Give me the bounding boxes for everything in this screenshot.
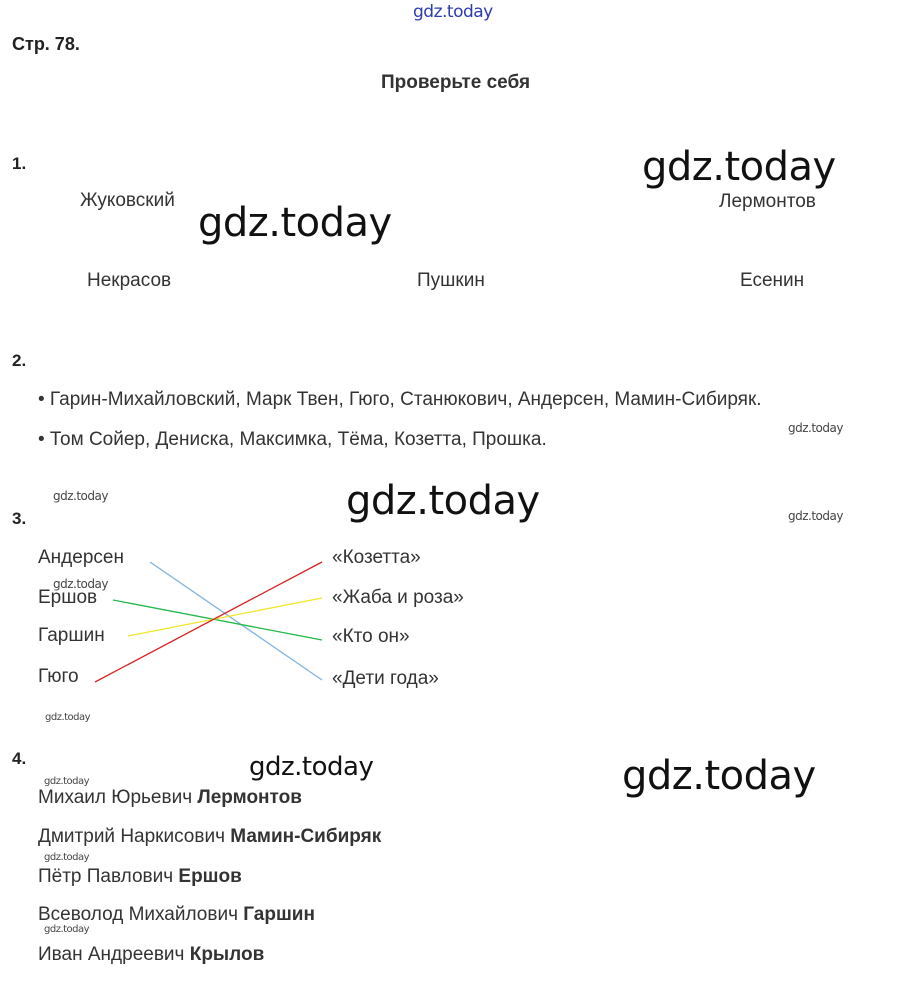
watermark: gdz.today	[788, 421, 843, 435]
task-4-number: 4.	[12, 749, 27, 768]
page-title: Проверьте себя	[380, 72, 531, 93]
writer-surname: Ершов	[178, 866, 242, 887]
writer-given-name: Дмитрий Наркисович	[38, 826, 225, 847]
characters-line: • Том Сойер, Дениска, Максимка, Тёма, Козетта, Прошка.	[38, 429, 547, 450]
author-item: Гаршин	[38, 625, 105, 646]
watermark: gdz.today	[44, 852, 90, 863]
poet-name: Пушкин	[417, 270, 485, 291]
watermark: gdz.today	[788, 509, 843, 523]
poet-name: Лермонтов	[719, 191, 816, 212]
watermark: gdz.today	[198, 200, 392, 246]
author-item: Андерсен	[38, 547, 124, 568]
writer-row	[38, 787, 302, 809]
watermark: gdz.today	[622, 753, 816, 799]
writer-row	[38, 866, 242, 888]
writer-given-name: Всеволод Михайлович	[38, 904, 238, 925]
work-item: «Жаба и роза»	[332, 587, 464, 608]
task-2-number: 2.	[12, 351, 27, 370]
author-item: Гюго	[38, 666, 79, 687]
match-line	[128, 598, 322, 636]
writer-given-name: Пётр Павлович	[38, 866, 174, 887]
match-line	[113, 600, 322, 640]
poet-name: Жуковский	[80, 190, 175, 211]
writer-surname: Мамин-Сибиряк	[230, 826, 382, 847]
task-1-number: 1.	[12, 154, 27, 173]
writer-given-name: Иван Андреевич	[38, 944, 185, 965]
watermark: gdz.today	[53, 577, 108, 591]
poet-name: Некрасов	[87, 270, 172, 291]
writer-row	[38, 826, 381, 848]
watermark: gdz.today	[44, 776, 90, 787]
work-item: «Козетта»	[332, 547, 421, 568]
watermark: gdz.today	[642, 144, 836, 190]
writer-row	[38, 904, 315, 926]
author-item: Ершов	[38, 587, 98, 608]
writer-row	[38, 944, 264, 966]
watermark: gdz.today	[45, 712, 91, 723]
page-label: Стр. 78.	[12, 34, 80, 54]
writer-surname: Гаршин	[243, 904, 315, 925]
watermark: gdz.today	[346, 478, 540, 524]
writer-given-name: Михаил Юрьевич	[38, 787, 193, 808]
match-line	[95, 562, 322, 682]
task-3-number: 3.	[12, 509, 27, 528]
work-item: «Дети года»	[332, 668, 439, 689]
watermark: gdz.today	[44, 924, 90, 935]
writer-surname: Лермонтов	[197, 787, 302, 808]
watermark: gdz.today	[413, 2, 493, 22]
match-line	[150, 562, 322, 680]
work-item: «Кто он»	[332, 626, 410, 647]
writer-surname: Крылов	[189, 944, 265, 965]
poet-name: Есенин	[740, 270, 805, 291]
authors-line: • Гарин-Михайловский, Марк Твен, Гюго, Станюкович, Андерсен, Мамин-Сибиряк.	[38, 389, 762, 410]
watermark: gdz.today	[249, 752, 374, 782]
watermark: gdz.today	[53, 489, 108, 503]
